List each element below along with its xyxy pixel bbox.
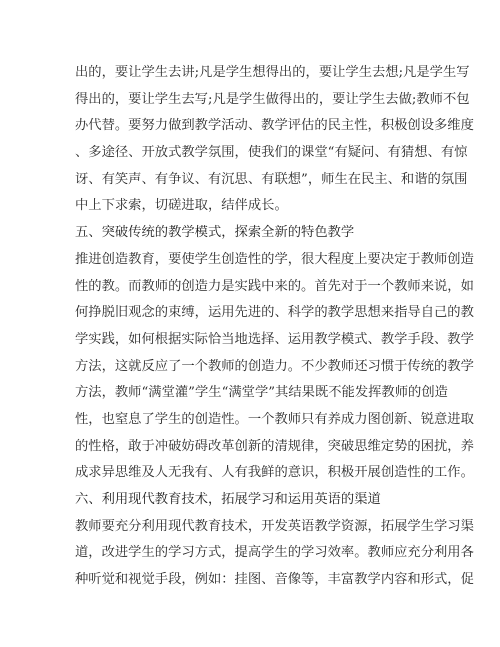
section-heading: 五、突破传统的教学模式，探索全新的特色教学 (75, 225, 355, 241)
text-line: 得出的，要让学生去写;凡是学生做得出的，要让学生去做;教师不包 (75, 91, 470, 107)
text-line: 种听觉和视觉手段，例如：挂图、音像等，丰富教学内容和形式，促 (75, 572, 474, 588)
text-line: 、多途径、开放式教学氛围，使我们的课堂“有疑问、有猜想、有惊 (75, 145, 468, 161)
text-line: 讶、有笑声、有争议、有沉思、有联想”，师生在民主、和谐的氛围 (75, 171, 468, 187)
text-line: 性，也窒息了学生的创造性。一个教师只有养成力图创新、锐意进取 (75, 411, 474, 427)
text-line: 出的，要让学生去讲;凡是学生想得出的，要让学生去想;凡是学生写 (75, 65, 470, 80)
text-line: 性的教。而教师的创造力是实践中来的。首先对于一个教师来说，如 (75, 278, 474, 294)
document-page (75, 60, 474, 594)
text-line: 成求异思维及人无我有、人有我鲜的意识，积极开展创造性的工作。 (75, 465, 474, 481)
text-line: 中上下求索，切磋进取，结伴成长。 (75, 198, 288, 214)
text-line: 推进创造教育，要使学生创造性的学，很大程度上要决定于教师创造 (75, 251, 474, 267)
text-line: 办代替。要努力做到教学活动、教学评估的民主性，积极创设多维度 (75, 118, 474, 134)
text-line: 道，改进学生的学习方式，提高学生的学习效率。教师应充分利用各 (75, 545, 474, 561)
text-line: 的性格，敢于冲破妨碍改革创新的清规律，突破思维定势的困扰，养 (75, 438, 474, 454)
text-line: 学实践，如何根据实际恰当地选择、运用教学模式、教学手段、教学 (75, 331, 474, 347)
text-line: 方法，这就反应了一个教师的创造力。不少教师还习惯于传统的教学 (75, 358, 474, 374)
text-line: 方法，教师“满堂灌”学生“满堂学”其结果既不能发挥教师的创造 (75, 385, 448, 401)
section-heading: 六、利用现代教育技术，拓展学习和运用英语的渠道 (75, 492, 381, 507)
text-line: 教师要充分利用现代教育技术，开发英语教学资源，拓展学生学习渠 (75, 518, 474, 534)
text-line: 何挣脱旧观念的束缚，运用先进的、科学的教学思想来指导自己的教 (75, 305, 474, 321)
